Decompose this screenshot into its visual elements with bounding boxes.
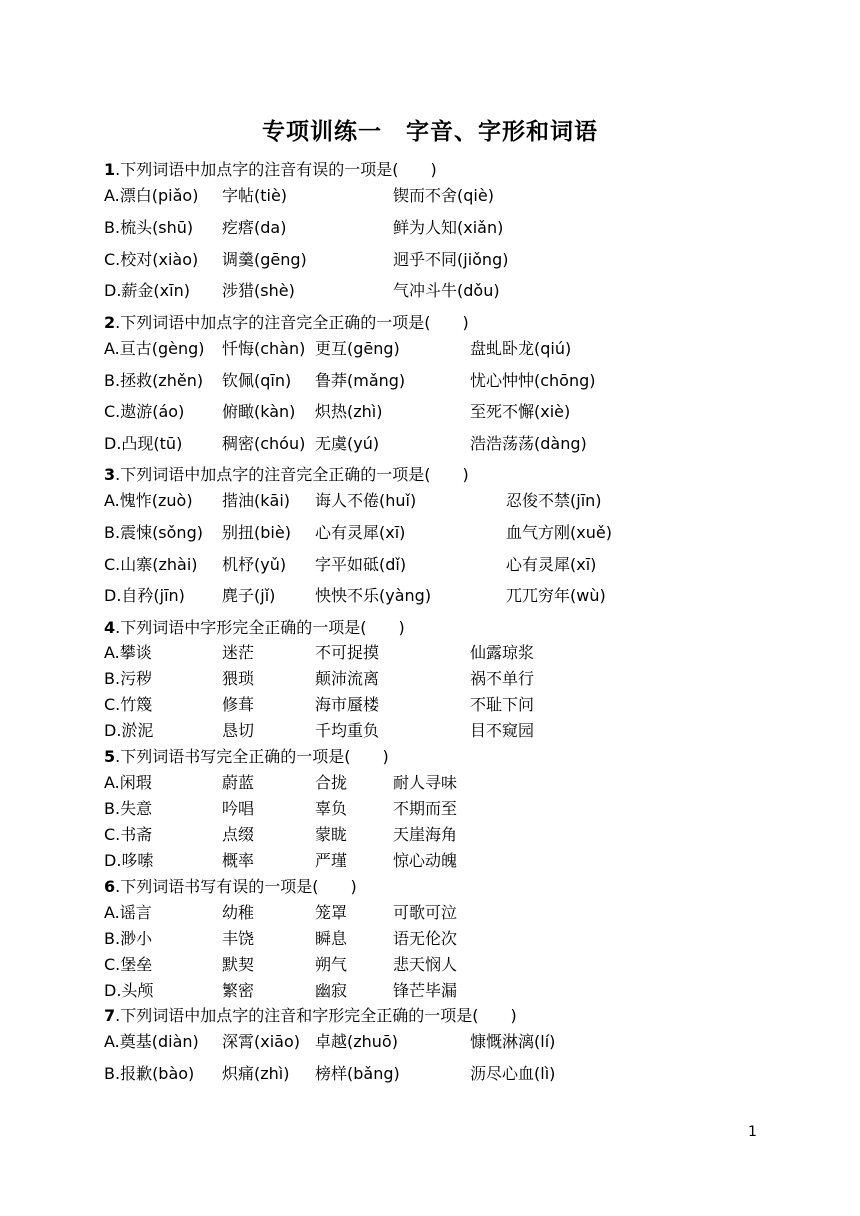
question-number: 2 xyxy=(104,313,116,332)
option-word: 祸不单行 xyxy=(470,669,535,688)
option-word: 不可捉摸 xyxy=(315,643,380,662)
option-label-word: C.校对(xiào) xyxy=(104,250,199,269)
option-word: 丰饶 xyxy=(222,929,255,948)
option-row xyxy=(0,1063,860,1085)
option-word: 榜样(bǎng) xyxy=(315,1064,400,1083)
option-word: 不耻下问 xyxy=(470,695,535,714)
question-stem xyxy=(104,1006,517,1026)
option-word: 概率 xyxy=(222,851,255,870)
option-word: 沥尽心血(lì) xyxy=(470,1064,556,1083)
option-label-word: B.污秽 xyxy=(104,669,153,688)
page-number: 1 xyxy=(748,1124,757,1140)
option-word: 耐人寻味 xyxy=(393,773,458,792)
option-row xyxy=(0,928,860,950)
option-word: 猥琐 xyxy=(222,669,255,688)
option-row xyxy=(0,370,860,392)
option-word: 浩浩荡荡(dàng) xyxy=(470,434,587,453)
option-label-word: D.薪金(xīn) xyxy=(104,281,190,300)
option-label-word: D.哆嗦 xyxy=(104,851,154,870)
option-word: 更互(gēng) xyxy=(315,339,400,358)
question-text: .下列词语中字形完全正确的一项是( ) xyxy=(115,618,405,637)
option-word: 悲天悯人 xyxy=(393,955,458,974)
option-row xyxy=(0,824,860,846)
option-row xyxy=(0,902,860,924)
option-word: 兀兀穷年(wù) xyxy=(506,586,606,605)
option-word: 辜负 xyxy=(315,799,348,818)
option-word: 千均重负 xyxy=(315,721,380,740)
option-word: 俯瞰(kàn) xyxy=(222,402,296,421)
question-stem xyxy=(104,465,469,485)
option-word: 蔚蓝 xyxy=(222,773,255,792)
option-word: 血气方刚(xuě) xyxy=(506,523,612,542)
option-word: 鲁莽(mǎng) xyxy=(315,371,406,390)
question-number: 6 xyxy=(104,877,116,896)
option-label-word: A.谣言 xyxy=(104,903,152,922)
question-number: 7 xyxy=(104,1006,116,1025)
option-row xyxy=(0,280,860,302)
option-label-word: C.竹篾 xyxy=(104,695,153,714)
option-word: 气冲斗牛(dǒu) xyxy=(393,281,500,300)
option-word: 朔气 xyxy=(315,955,348,974)
option-word: 诲人不倦(huǐ) xyxy=(315,491,417,510)
option-row xyxy=(0,338,860,360)
option-label-word: B.渺小 xyxy=(104,929,153,948)
option-label-word: B.报歉(bào) xyxy=(104,1064,195,1083)
option-word: 机杼(yǔ) xyxy=(222,555,287,574)
option-word: 海市蜃楼 xyxy=(315,695,380,714)
option-word: 笼罩 xyxy=(315,903,348,922)
option-label-word: A.攀谈 xyxy=(104,643,152,662)
option-word: 深霄(xiāo) xyxy=(222,1032,300,1051)
option-word: 调羹(gēng) xyxy=(222,250,307,269)
option-word: 涉猎(shè) xyxy=(222,281,295,300)
option-word: 修葺 xyxy=(222,695,255,714)
option-word: 颠沛流离 xyxy=(315,669,380,688)
option-label-word: D.自矜(jīn) xyxy=(104,586,185,605)
option-word: 目不窥园 xyxy=(470,721,535,740)
option-label-word: A.奠基(diàn) xyxy=(104,1032,199,1051)
option-word: 忧心忡忡(chōng) xyxy=(470,371,596,390)
option-word: 繁密 xyxy=(222,981,255,1000)
option-word: 疙瘩(da) xyxy=(222,218,287,237)
option-word: 幼稚 xyxy=(222,903,255,922)
question-text: .下列词语书写有误的一项是( ) xyxy=(115,877,357,896)
option-label-word: B.失意 xyxy=(104,799,153,818)
option-word: 默契 xyxy=(222,955,255,974)
option-word: 迥乎不同(jiǒng) xyxy=(393,250,509,269)
option-word: 吟唱 xyxy=(222,799,255,818)
option-word: 语无伦次 xyxy=(393,929,458,948)
option-row xyxy=(0,798,860,820)
option-row xyxy=(0,401,860,423)
option-label-word: A.亘古(gèng) xyxy=(104,339,205,358)
option-row xyxy=(0,694,860,716)
option-word: 字帖(tiè) xyxy=(222,186,288,205)
option-label-word: A.漂白(piǎo) xyxy=(104,186,199,205)
option-word: 瞬息 xyxy=(315,929,348,948)
option-row xyxy=(0,585,860,607)
option-word: 字平如砥(dǐ) xyxy=(315,555,407,574)
option-row xyxy=(0,217,860,239)
option-word: 麂子(jǐ) xyxy=(222,586,276,605)
option-row xyxy=(0,980,860,1002)
option-label-word: B.拯救(zhěn) xyxy=(104,371,204,390)
option-word: 锋芒毕漏 xyxy=(393,981,458,1000)
question-text: .下列词语中加点字的注音有误的一项是( ) xyxy=(115,160,437,179)
option-word: 仙露琼浆 xyxy=(470,643,535,662)
option-word: 稠密(chóu) xyxy=(222,434,306,453)
option-label-word: B.震悚(sǒng) xyxy=(104,523,203,542)
option-label-word: D.凸现(tū) xyxy=(104,434,183,453)
option-row xyxy=(0,668,860,690)
option-row xyxy=(0,1031,860,1053)
option-word: 忍俊不禁(jīn) xyxy=(506,491,602,510)
option-word: 卓越(zhuō) xyxy=(315,1032,398,1051)
option-word: 盘虬卧龙(qiú) xyxy=(470,339,572,358)
option-word: 天崖海角 xyxy=(393,825,458,844)
question-text: .下列词语中加点字的注音和字形完全正确的一项是( ) xyxy=(115,1006,517,1025)
option-row xyxy=(0,433,860,455)
option-row xyxy=(0,954,860,976)
option-word: 蒙眬 xyxy=(315,825,348,844)
option-label-word: B.梳头(shū) xyxy=(104,218,194,237)
option-row xyxy=(0,490,860,512)
option-row xyxy=(0,720,860,742)
question-text: .下列词语中加点字的注音完全正确的一项是( ) xyxy=(115,465,469,484)
option-word: 恳切 xyxy=(222,721,255,740)
option-word: 合拢 xyxy=(315,773,348,792)
option-word: 心有灵犀(xī) xyxy=(506,555,597,574)
option-word: 无虞(yú) xyxy=(315,434,380,453)
question-stem xyxy=(104,618,405,638)
option-word: 心有灵犀(xī) xyxy=(315,523,406,542)
option-row xyxy=(0,772,860,794)
question-text: .下列词语书写完全正确的一项是( ) xyxy=(115,747,389,766)
option-label-word: C.遨游(áo) xyxy=(104,402,185,421)
option-word: 幽寂 xyxy=(315,981,348,1000)
option-word: 鲜为人知(xiǎn) xyxy=(393,218,504,237)
question-stem xyxy=(104,747,389,767)
option-row xyxy=(0,185,860,207)
question-stem xyxy=(104,160,437,180)
page-title: 专项训练一 字音、字形和词语 xyxy=(262,119,598,145)
option-row xyxy=(0,850,860,872)
question-number: 5 xyxy=(104,747,116,766)
option-label-word: A.闲瑕 xyxy=(104,773,152,792)
question-number: 4 xyxy=(104,618,116,637)
option-label-word: C.山寨(zhài) xyxy=(104,555,198,574)
question-text: .下列词语中加点字的注音完全正确的一项是( ) xyxy=(115,313,469,332)
option-word: 钦佩(qīn) xyxy=(222,371,292,390)
option-word: 忏悔(chàn) xyxy=(222,339,306,358)
option-row xyxy=(0,642,860,664)
option-word: 慷慨淋漓(lí) xyxy=(470,1032,556,1051)
option-word: 点缀 xyxy=(222,825,255,844)
option-word: 迷茫 xyxy=(222,643,255,662)
question-number: 3 xyxy=(104,465,116,484)
option-word: 严瑾 xyxy=(315,851,348,870)
option-word: 可歌可泣 xyxy=(393,903,458,922)
option-word: 别扭(biè) xyxy=(222,523,291,542)
question-number: 1 xyxy=(104,160,116,179)
option-word: 至死不懈(xiè) xyxy=(470,402,571,421)
option-row xyxy=(0,554,860,576)
option-row xyxy=(0,249,860,271)
option-label-word: A.愧怍(zuò) xyxy=(104,491,193,510)
option-word: 锲而不舍(qiè) xyxy=(393,186,494,205)
question-stem xyxy=(104,313,469,333)
option-word: 揩油(kāi) xyxy=(222,491,291,510)
option-label-word: C.书斋 xyxy=(104,825,153,844)
option-word: 炽痛(zhì) xyxy=(222,1064,290,1083)
option-word: 怏怏不乐(yàng) xyxy=(315,586,432,605)
option-row xyxy=(0,522,860,544)
option-label-word: C.堡垒 xyxy=(104,955,153,974)
option-word: 不期而至 xyxy=(393,799,458,818)
option-label-word: D.淤泥 xyxy=(104,721,154,740)
option-label-word: D.头颅 xyxy=(104,981,154,1000)
question-stem xyxy=(104,877,357,897)
option-word: 惊心动魄 xyxy=(393,851,458,870)
option-word: 炽热(zhì) xyxy=(315,402,383,421)
